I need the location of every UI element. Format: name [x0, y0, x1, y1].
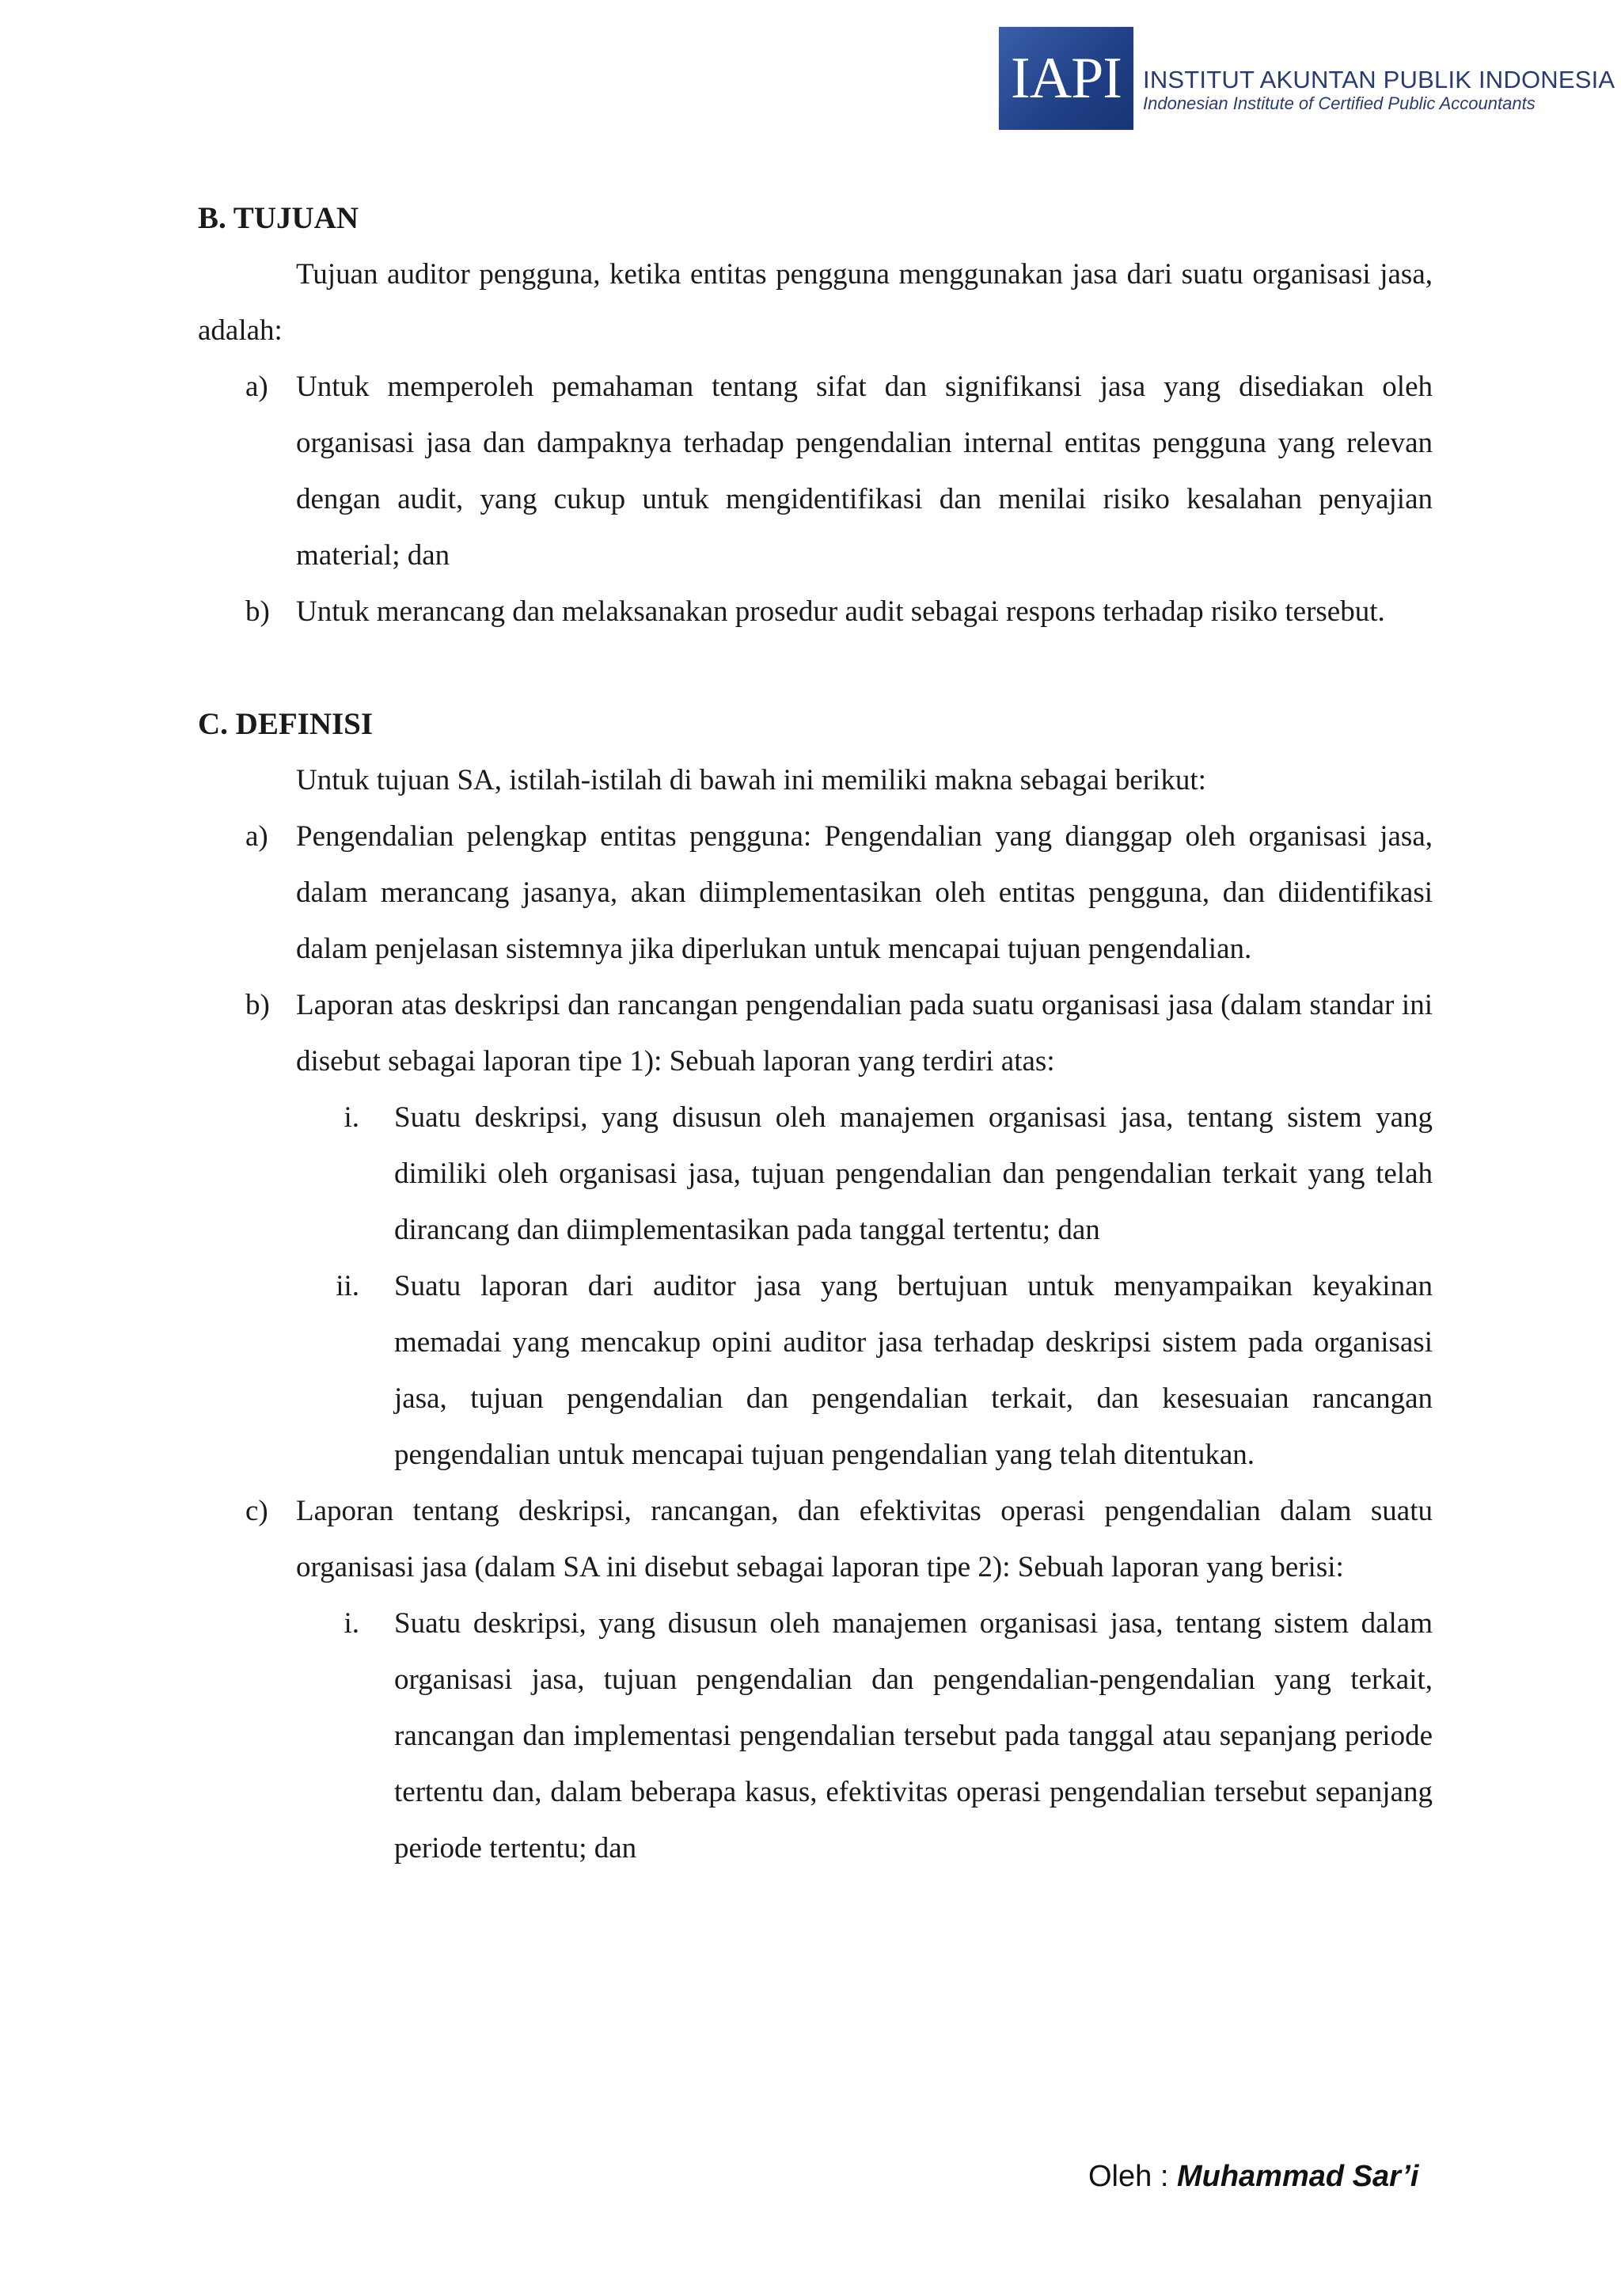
- section-c-heading: C. DEFINISI: [198, 707, 374, 741]
- list-item: [198, 977, 1433, 1483]
- logo-mark-box: [999, 27, 1133, 130]
- sub-list-marker: i.: [344, 1607, 359, 1640]
- logo-text: [1143, 43, 1615, 114]
- list-marker: a): [245, 371, 268, 403]
- sub-list-marker: i.: [344, 1101, 359, 1134]
- list-item-text: Untuk merancang dan melaksanakan prosedur audit sebagai respons terhadap risiko tersebut.: [296, 595, 1385, 628]
- author-footer: [1088, 2160, 1418, 2194]
- section-c-list: [198, 808, 1433, 1876]
- footer-author: Muhammad Sar’i: [1176, 2160, 1419, 2193]
- section-b-list: [198, 359, 1433, 640]
- org-name: INSTITUT AKUNTAN PUBLIK INDONESIA: [1143, 65, 1615, 93]
- sub-list-marker: ii.: [336, 1270, 359, 1302]
- list-item: [198, 359, 1433, 584]
- sub-list: [296, 1595, 1433, 1876]
- list-marker: b): [245, 595, 270, 628]
- list-item-text: Pengendalian pelengkap entitas pengguna: Pengendalian yang dianggap oleh organisasi jasa, dalam merancang jasanya, akan diimplementasikan oleh entitas pengguna, dan diidentifikasi dalam penjelasan sistemnya jika diperlukan untuk mencapai tujuan pengendalian.: [296, 820, 1433, 965]
- list-item-text: Untuk memperoleh pemahaman tentang sifat dan signifikansi jasa yang disediakan oleh organisasi jasa dan dampaknya terhadap pengendalian internal entitas pengguna yang relevan dengan audit, yang cukup untuk mengidentifikasi dan menilai risiko kesalahan penyajian material; dan: [296, 371, 1433, 572]
- section-b-intro: Tujuan auditor pengguna, ketika entitas pengguna menggunakan jasa dari suatu organisasi jasa, adalah:: [198, 258, 1433, 347]
- sub-list-item: [296, 1089, 1433, 1258]
- list-marker: c): [245, 1495, 268, 1527]
- sub-list-item-text: Suatu deskripsi, yang disusun oleh manajemen organisasi jasa, tentang sistem dalam organisasi jasa, tujuan pengendalian dan pengendalian-pengendalian yang terkait, rancangan dan implementasi pengendalian tersebut pada tanggal atau sepanjang periode tertentu dan, dalam beberapa kasus, efektivitas operasi pengendalian tersebut sepanjang periode tertentu; dan: [394, 1607, 1433, 1865]
- list-item: [198, 808, 1433, 977]
- sub-list: [296, 1089, 1433, 1483]
- sub-list-item: [296, 1595, 1433, 1876]
- iapi-logo: [999, 27, 1615, 130]
- sub-list-item-text: Suatu laporan dari auditor jasa yang bertujuan untuk menyampaikan keyakinan memadai yang mencakup opini auditor jasa terhadap deskripsi sistem pada organisasi jasa, tujuan pengendalian dan pengendalian terkait, dan kesesuaian rancangan pengendalian untuk mencapai tujuan pengendalian yang telah ditentukan.: [394, 1270, 1433, 1471]
- list-marker: b): [245, 989, 270, 1021]
- section-b-heading: B. TUJUAN: [198, 201, 359, 235]
- list-item: [198, 1483, 1433, 1876]
- list-item-text: Laporan atas deskripsi dan rancangan pengendalian pada suatu organisasi jasa (dalam standar ini disebut sebagai laporan tipe 1): Sebuah laporan yang terdiri atas:: [296, 989, 1433, 1078]
- sub-list-item-text: Suatu deskripsi, yang disusun oleh manajemen organisasi jasa, tentang sistem yang dimiliki oleh organisasi jasa, tujuan pengendalian dan pengendalian terkait yang telah dirancang dan diimplementasikan pada tanggal tertentu; dan: [394, 1101, 1433, 1246]
- list-marker: a): [245, 820, 268, 853]
- list-item: [198, 584, 1433, 640]
- document-body: [198, 190, 1433, 1876]
- org-subtitle: Indonesian Institute of Certified Public Accountants: [1143, 93, 1536, 113]
- section-c-intro: Untuk tujuan SA, istilah-istilah di bawah ini memiliki makna sebagai berikut:: [296, 764, 1206, 796]
- sub-list-item: [296, 1258, 1433, 1483]
- logo-mark: IAPI: [1011, 46, 1122, 111]
- section-spacer: [198, 640, 1433, 696]
- footer-prefix: Oleh :: [1088, 2160, 1177, 2193]
- list-item-text: Laporan tentang deskripsi, rancangan, dan efektivitas operasi pengendalian dalam suatu organisasi jasa (dalam SA ini disebut sebagai laporan tipe 2): Sebuah laporan yang berisi:: [296, 1495, 1433, 1583]
